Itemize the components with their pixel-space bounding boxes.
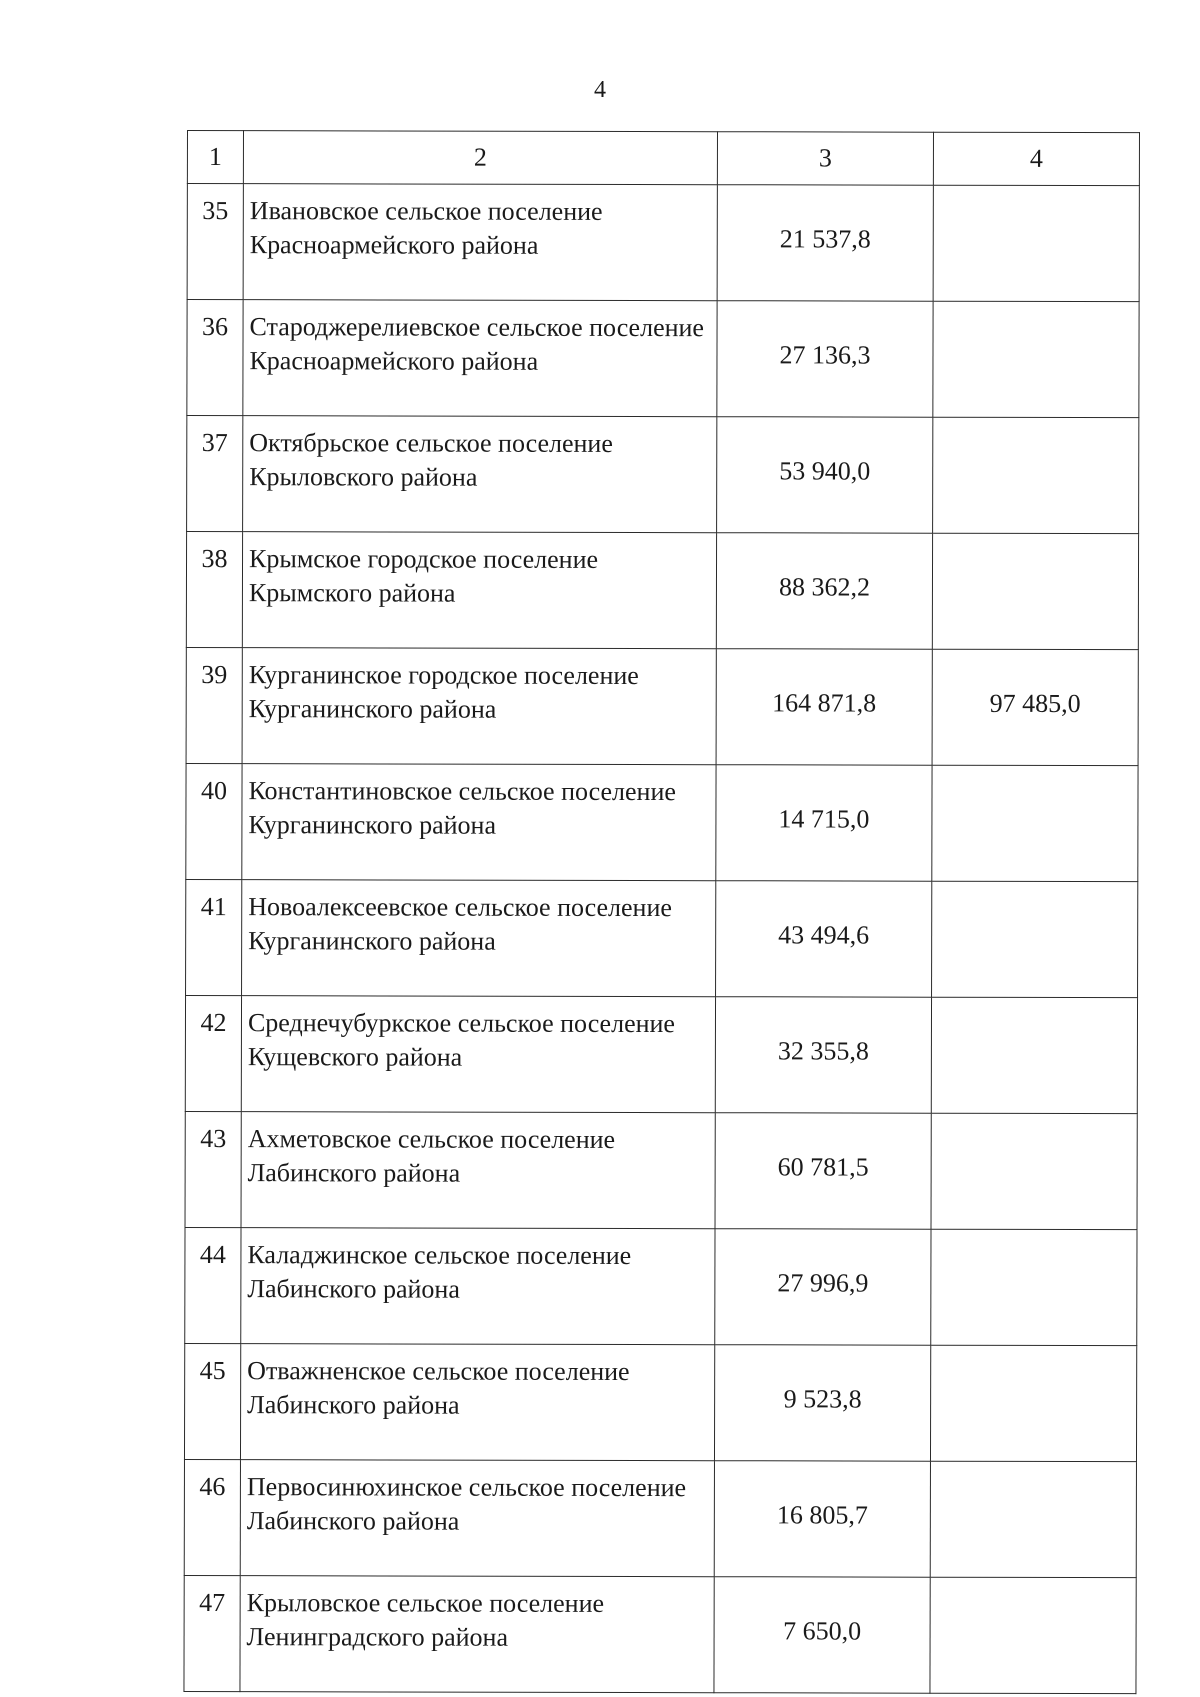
column-3-value-cell: 7 650,0	[714, 1577, 930, 1693]
column-3-value-cell: 88 362,2	[716, 533, 932, 649]
table-body	[184, 131, 1140, 1694]
column-4-value-cell	[930, 1461, 1136, 1577]
settlement-name-cell: Ахметовское сельское поселение Лабинского района	[241, 1112, 715, 1229]
column-4-value-cell	[931, 1229, 1137, 1345]
column-4-value-cell	[933, 185, 1139, 301]
column-3-value-cell: 27 136,3	[717, 301, 933, 417]
settlement-name-cell: Староджерелиевское сельское поселение Красноармейского района	[243, 300, 717, 417]
row-number-cell: 35	[187, 184, 243, 300]
column-4-value-cell	[933, 301, 1139, 417]
row-number-cell: 44	[185, 1227, 241, 1343]
table-row	[187, 416, 1139, 534]
settlement-name-cell: Новоалексеевское сельское поселение Курганинского района	[242, 880, 716, 997]
header-cell-1: 1	[187, 131, 243, 184]
settlement-name-cell: Среднечубуркское сельское поселение Кущевского района	[241, 996, 715, 1113]
row-number-cell: 43	[185, 1111, 241, 1227]
settlement-name-cell: Ивановское сельское поселение Красноармейского района	[243, 184, 717, 301]
table-row	[186, 879, 1138, 997]
row-number-cell: 40	[186, 763, 242, 879]
row-number-cell: 45	[184, 1343, 240, 1459]
table-row	[186, 532, 1138, 650]
settlement-name-cell: Крыловское сельское поселение Ленинградского района	[240, 1576, 714, 1693]
table-row	[186, 763, 1138, 881]
column-3-value-cell: 9 523,8	[714, 1345, 930, 1461]
row-number-cell: 39	[186, 647, 242, 763]
header-cell-3: 3	[717, 132, 933, 185]
column-3-value-cell: 53 940,0	[717, 417, 933, 533]
column-4-value-cell	[932, 533, 1138, 649]
row-number-cell: 38	[186, 532, 242, 648]
row-number-cell: 42	[185, 995, 241, 1111]
settlement-name-cell: Константиновское сельское поселение Курганинского района	[242, 764, 716, 881]
table-row	[187, 300, 1139, 418]
column-3-value-cell: 60 781,5	[715, 1113, 931, 1229]
column-3-value-cell: 164 871,8	[716, 649, 932, 765]
table-row	[185, 995, 1137, 1113]
row-number-cell: 36	[187, 300, 243, 416]
column-3-value-cell: 32 355,8	[715, 997, 931, 1113]
table-row	[184, 1343, 1136, 1461]
table-row	[186, 647, 1138, 765]
table-row	[184, 1459, 1136, 1577]
header-cell-2: 2	[243, 131, 717, 185]
header-row	[187, 131, 1139, 186]
table-row	[187, 184, 1139, 302]
column-3-value-cell: 21 537,8	[717, 185, 933, 301]
row-number-cell: 47	[184, 1575, 240, 1691]
settlement-name-cell: Октябрьское сельское поселение Крыловского района	[243, 416, 717, 533]
column-4-value-cell	[931, 997, 1137, 1113]
settlement-name-cell: Крымское городское поселение Крымского района	[242, 532, 716, 649]
budget-table	[183, 130, 1140, 1694]
settlement-name-cell: Отважненское сельское поселение Лабинского района	[240, 1344, 714, 1461]
settlement-name-cell: Первосинюхинское сельское поселение Лабинского района	[240, 1460, 714, 1577]
page-number: 4	[594, 77, 606, 103]
column-3-value-cell: 16 805,7	[714, 1461, 930, 1577]
row-number-cell: 46	[184, 1459, 240, 1575]
column-4-value-cell: 97 485,0	[932, 649, 1138, 765]
column-3-value-cell: 14 715,0	[716, 765, 932, 881]
row-number-cell: 41	[186, 879, 242, 995]
column-3-value-cell: 43 494,6	[716, 881, 932, 997]
column-4-value-cell	[930, 1577, 1136, 1693]
table-row	[185, 1111, 1137, 1229]
column-3-value-cell: 27 996,9	[715, 1229, 931, 1345]
column-4-value-cell	[932, 881, 1138, 997]
settlement-name-cell: Каладжинское сельское поселение Лабинского района	[241, 1228, 715, 1345]
table-row	[185, 1227, 1137, 1345]
row-number-cell: 37	[187, 416, 243, 532]
settlement-name-cell: Курганинское городское поселение Курганинского района	[242, 648, 716, 765]
column-4-value-cell	[930, 1345, 1136, 1461]
column-4-value-cell	[933, 417, 1139, 533]
header-cell-4: 4	[933, 132, 1139, 185]
table-row	[184, 1575, 1136, 1693]
column-4-value-cell	[932, 765, 1138, 881]
column-4-value-cell	[931, 1113, 1137, 1229]
